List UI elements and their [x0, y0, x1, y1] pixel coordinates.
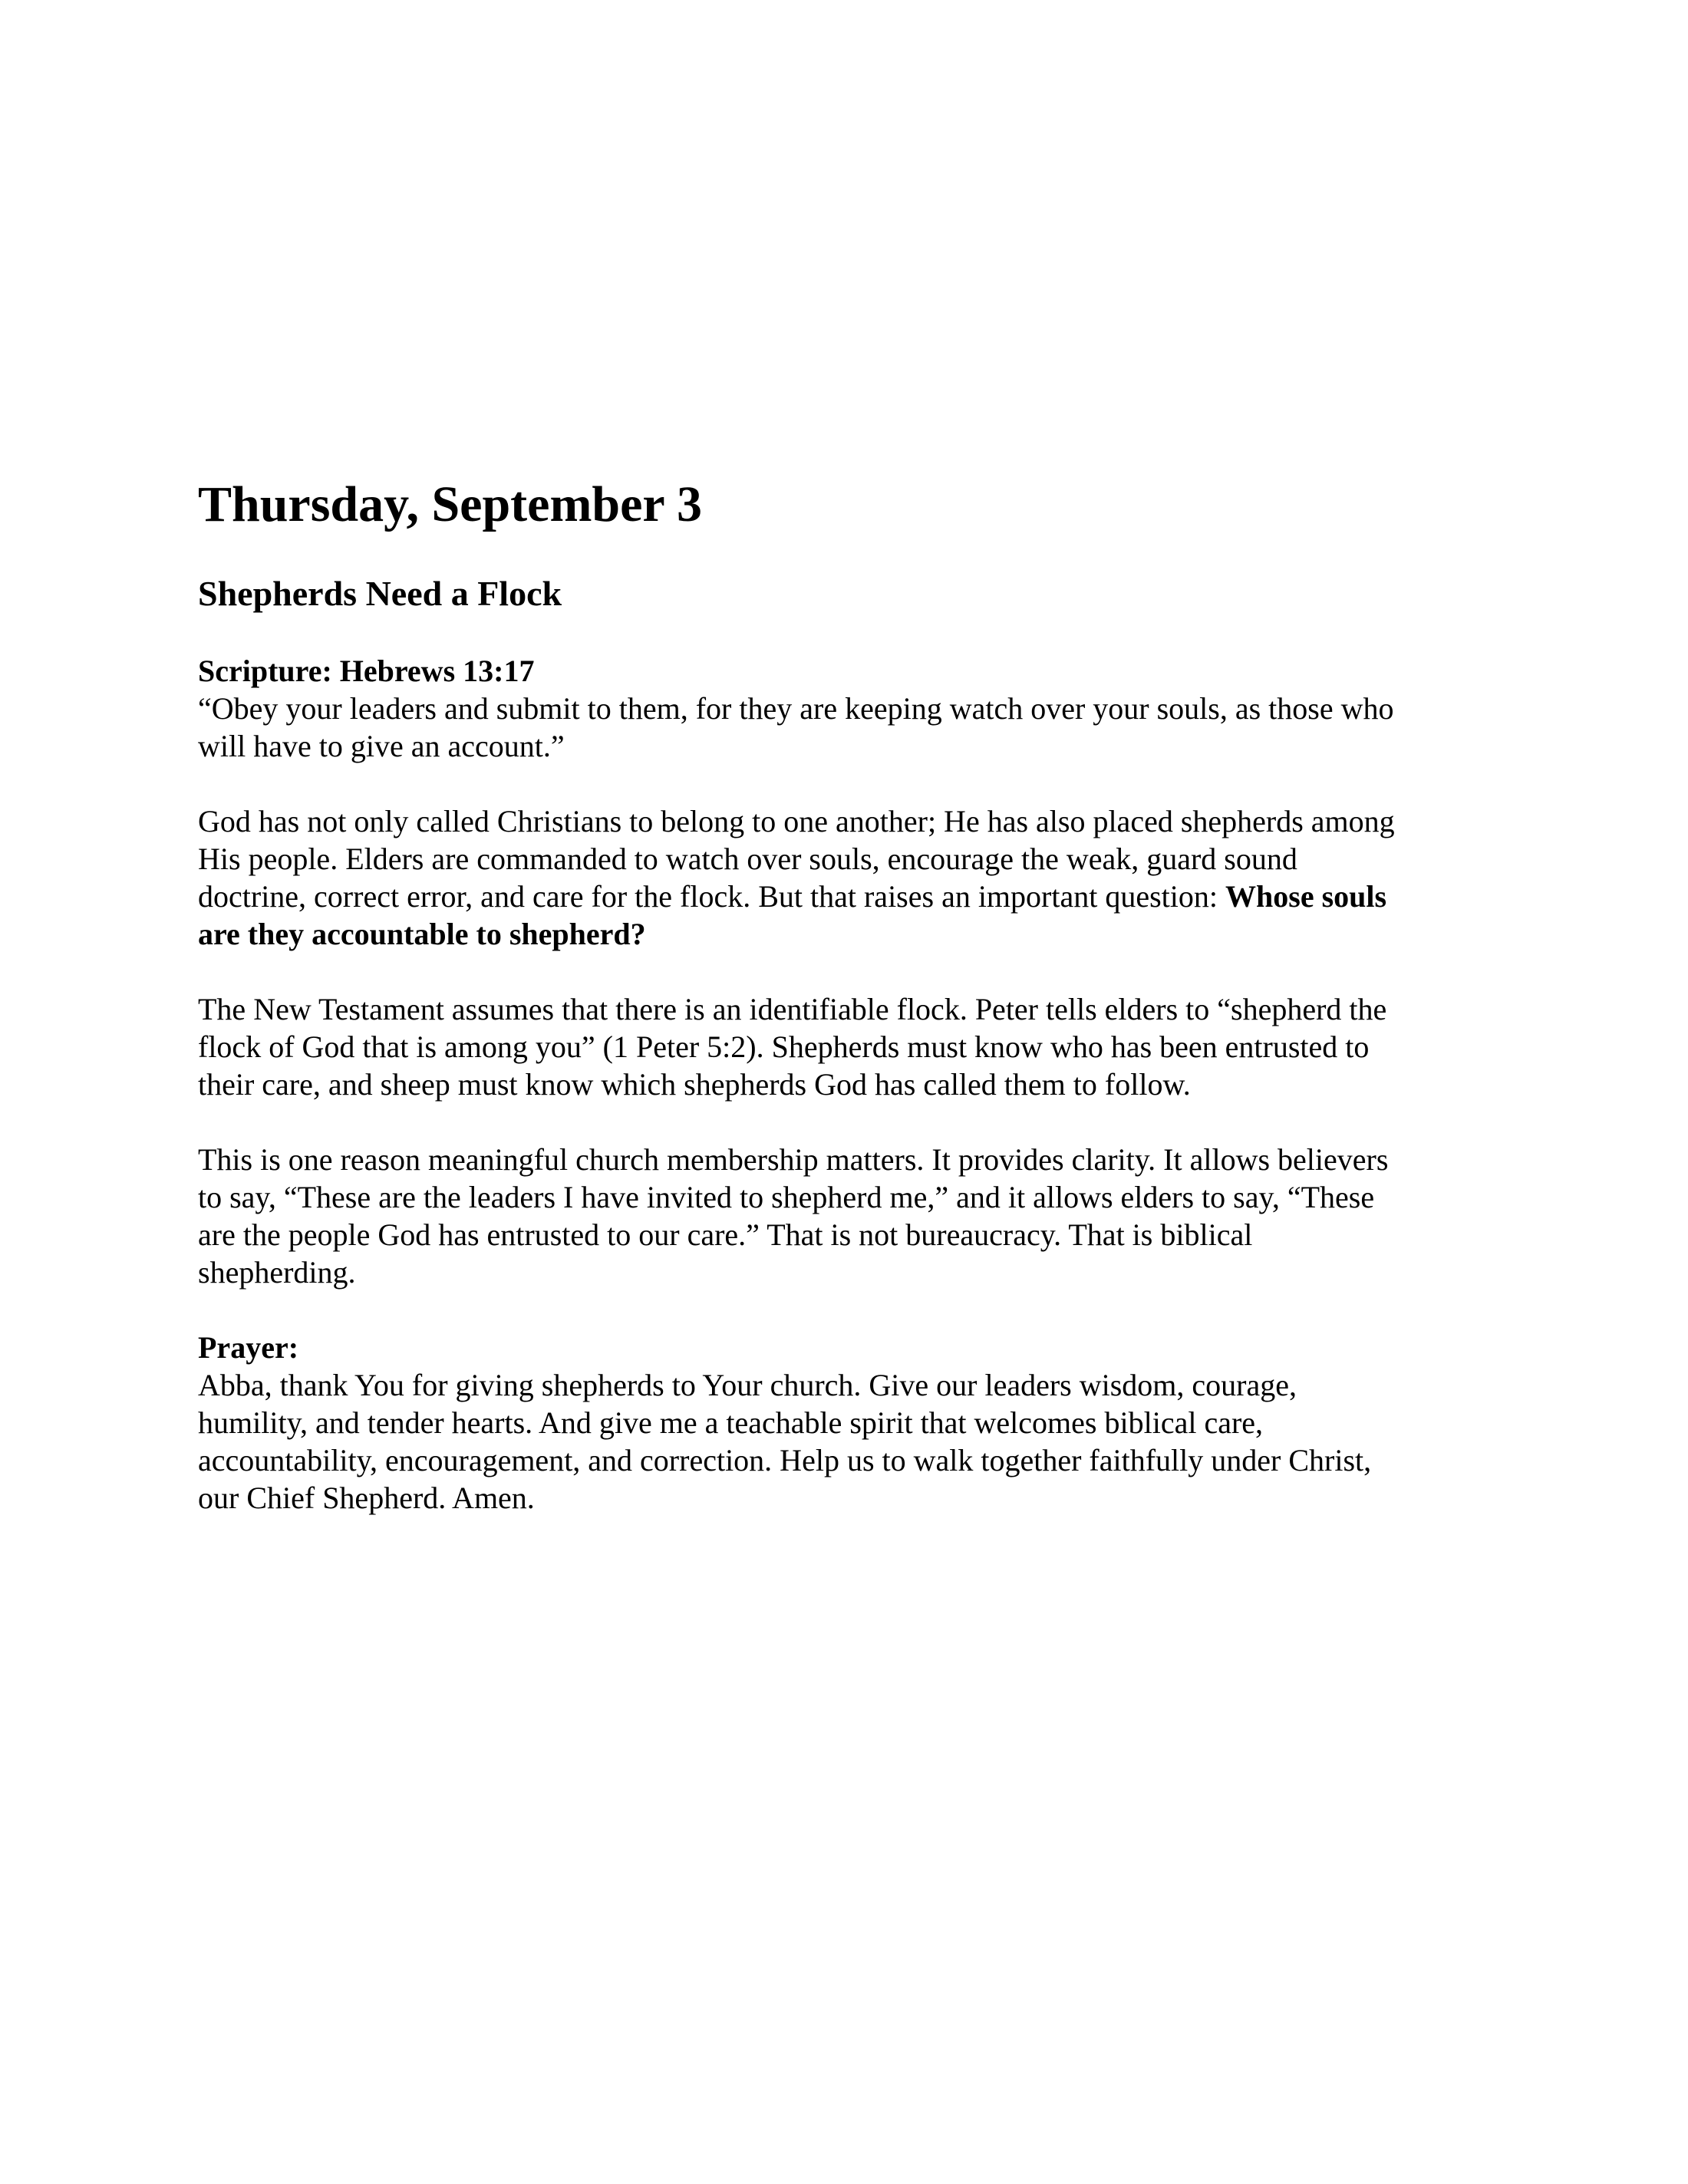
paragraph-line [198, 878, 1502, 915]
paragraph-membership [198, 1141, 1502, 1291]
paragraph-line: This is one reason meaningful church membership matters. It provides clarity. It allows believers [198, 1141, 1389, 1177]
paragraph-line: are the people God has entrusted to our care.” That is not bureaucracy. That is biblical [198, 1217, 1253, 1252]
prayer-text [198, 1366, 1502, 1517]
scripture-quote [198, 690, 1502, 765]
paragraph-line: flock of God that is among you” (1 Peter 5:2). Shepherds must know who has been entrusted to [198, 1029, 1370, 1064]
paragraph-line-text: doctrine, correct error, and care for the flock. But that raises an important question: [198, 878, 1226, 914]
key-question-end: are they accountable to shepherd? [198, 916, 646, 951]
paragraph-shepherds [198, 802, 1502, 953]
prayer-line: our Chief Shepherd. Amen. [198, 1480, 535, 1515]
date-heading: Thursday, September 3 [198, 476, 703, 532]
paragraph-line: His people. Elders are commanded to watch over souls, encourage the weak, guard sound [198, 841, 1297, 876]
devotional-page [198, 476, 1502, 1517]
paragraph-line: The New Testament assumes that there is an identifiable flock. Peter tells elders to “shepherd the [198, 991, 1387, 1026]
scripture-label: Scripture: Hebrews 13:17 [198, 653, 535, 688]
prayer-line: Abba, thank You for giving shepherds to Your church. Give our leaders wisdom, courage, [198, 1367, 1297, 1402]
paragraph-line: shepherding. [198, 1254, 356, 1290]
paragraph-line: to say, “These are the leaders I have invited to shepherd me,” and it allows elders to say, “These [198, 1179, 1375, 1214]
scripture-line: will have to give an account.” [198, 728, 565, 763]
prayer-line: accountability, encouragement, and correction. Help us to walk together faithfully under Christ, [198, 1442, 1372, 1477]
paragraph-line: their care, and sheep must know which shepherds God has called them to follow. [198, 1066, 1191, 1102]
prayer-line: humility, and tender hearts. And give me a teachable spirit that welcomes biblical care, [198, 1405, 1264, 1440]
scripture-line: “Obey your leaders and submit to them, for they are keeping watch over your souls, as those who [198, 690, 1394, 726]
paragraph-line: God has not only called Christians to belong to one another; He has also placed shepherds among [198, 803, 1395, 838]
key-question-start: Whose souls [1225, 878, 1387, 914]
paragraph-flock [198, 990, 1502, 1103]
prayer-label: Prayer: [198, 1329, 299, 1365]
devotional-title: Shepherds Need a Flock [198, 573, 562, 613]
